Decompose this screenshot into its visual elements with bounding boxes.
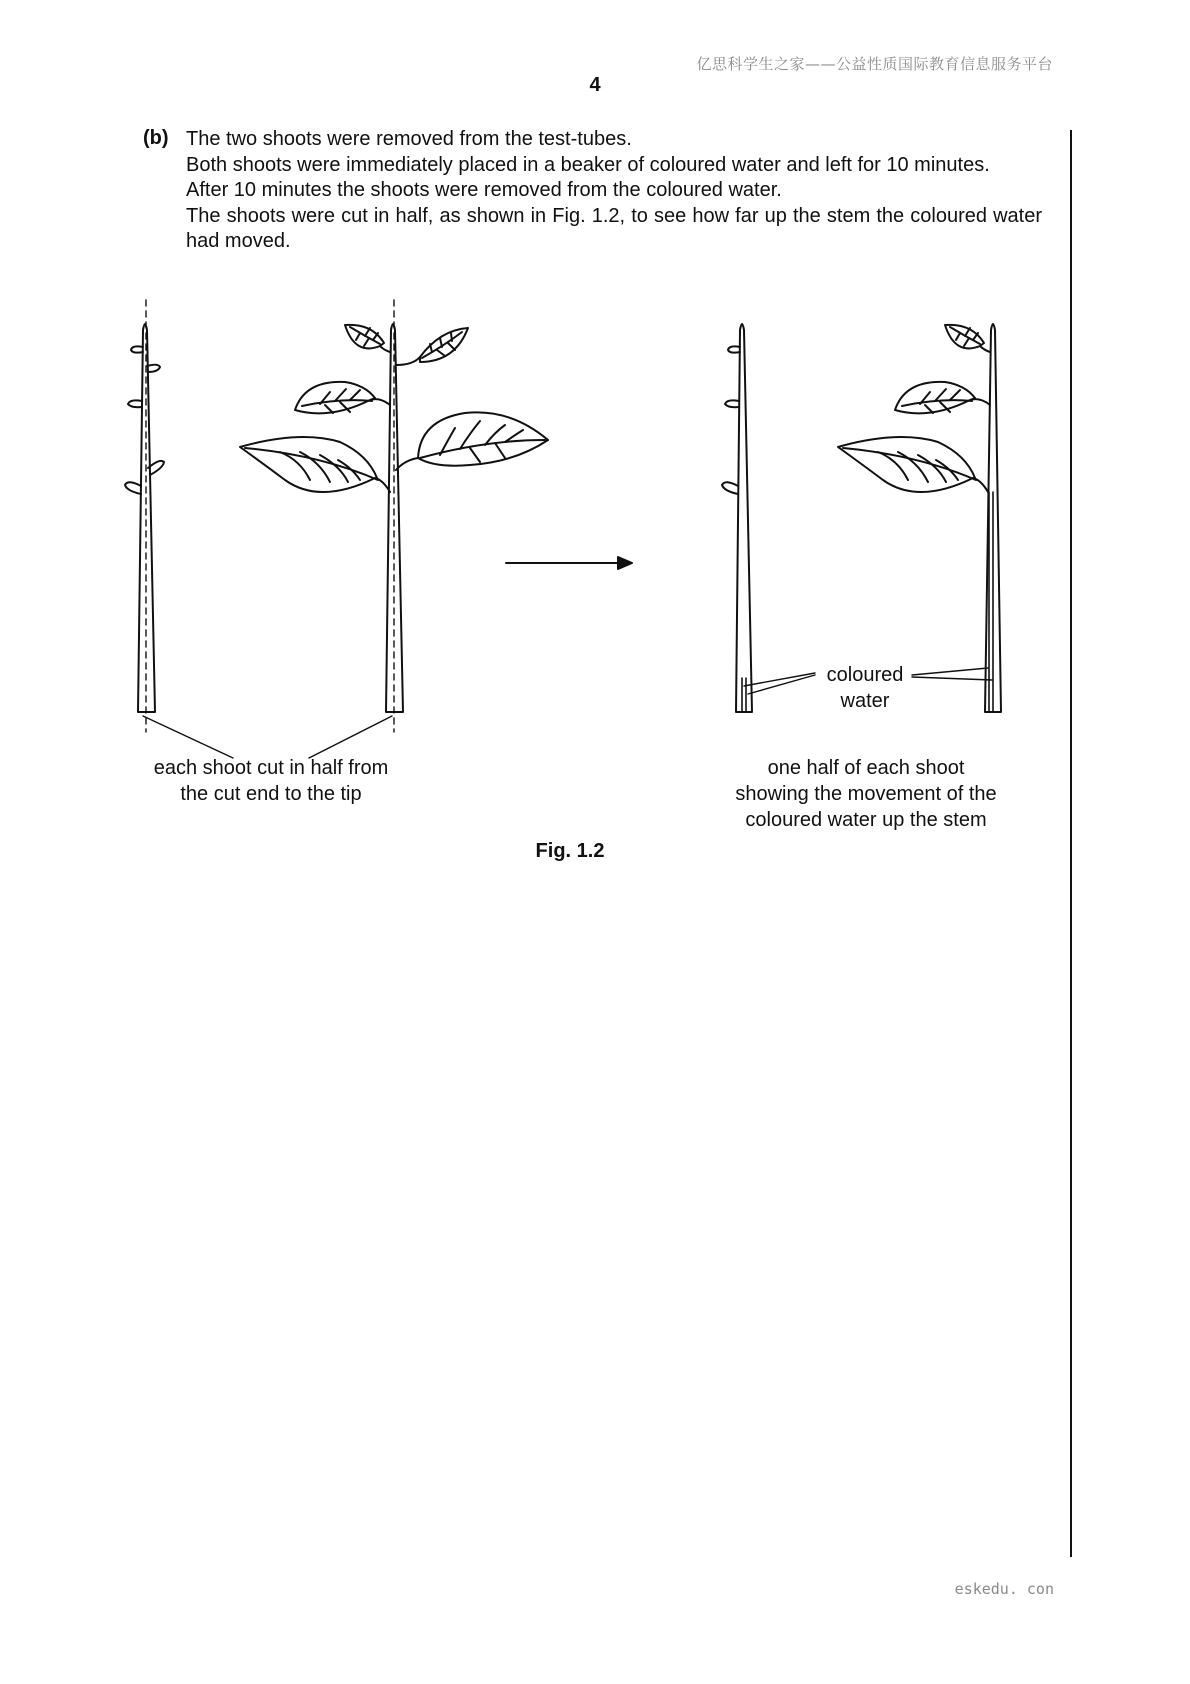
figure-caption: Fig. 1.2: [535, 840, 605, 862]
shoot-left-leafy: [240, 300, 548, 732]
right-caption-line: showing the movement of the: [735, 783, 997, 805]
right-caption-line: one half of each shoot: [767, 757, 965, 779]
half-shoot-left: [722, 324, 752, 712]
footer-site: eskedu. con: [954, 1580, 1054, 1598]
coloured-water-label: coloured: [826, 664, 904, 686]
question-line: Both shoots were immediately placed in a beaker of coloured water and left for 10 minutes.: [186, 153, 990, 176]
arrow-icon: [506, 557, 632, 569]
left-caption-line: the cut end to the tip: [180, 783, 362, 805]
question-part-label: (b): [143, 127, 169, 149]
right-caption-line: coloured water up the stem: [745, 809, 987, 831]
coloured-water-label: water: [840, 690, 890, 712]
question-line: The shoots were cut in half, as shown in Fig. 1.2, to see how far up the stem the coloured water had moved.: [186, 204, 1042, 252]
question-line: After 10 minutes the shoots were removed from the coloured water.: [186, 179, 782, 201]
watermark: 亿思科学生之家——公益性质国际教育信息服务平台: [696, 55, 1053, 73]
left-caption-line: each shoot cut in half from: [153, 757, 389, 779]
half-shoot-right: [838, 324, 1001, 712]
question-line: The two shoots were removed from the test-tubes.: [186, 128, 632, 150]
shoot-left-whole: [125, 300, 164, 732]
page-number: 4: [589, 74, 601, 96]
